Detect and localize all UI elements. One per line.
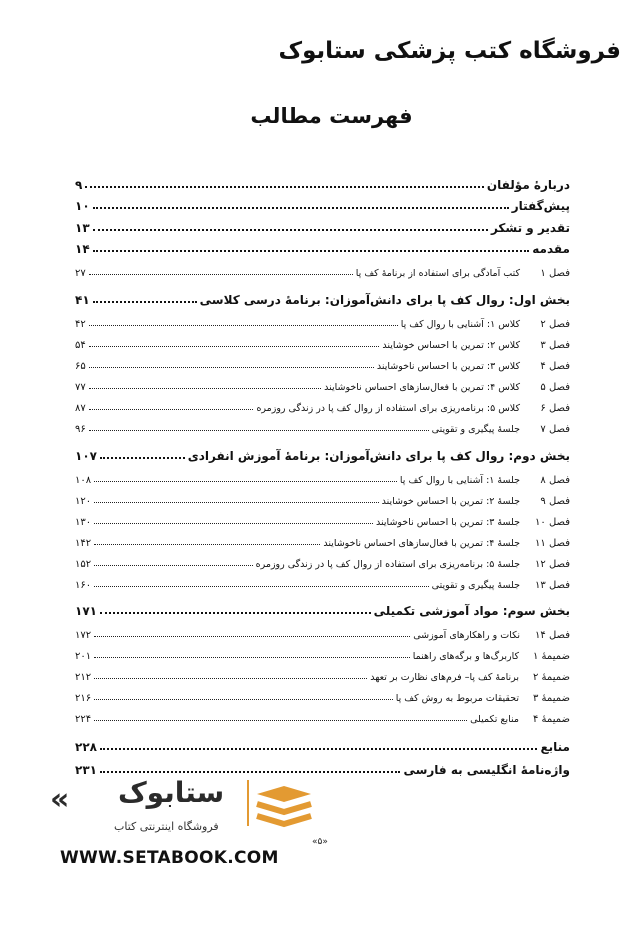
toc-chapter-number: ضمیمهٔ ۲ (533, 672, 570, 683)
toc-chapter-number: فصل ۱۱ (535, 538, 570, 549)
dot-leader (89, 274, 353, 275)
toc-entry-title: کلاس ۳: تمرین با احساس ناخوشایند (376, 361, 520, 372)
toc-entry-title: تقدیر و تشکر (490, 221, 570, 235)
toc-page-number: ۱۲۰ (75, 496, 92, 507)
toc-page-number: ۸۷ (75, 403, 86, 414)
toc-entry-title: منابع (540, 740, 570, 754)
logo-wordmark: ستابوک (118, 776, 225, 809)
toc-entry-title: مقدمه (532, 242, 570, 256)
toc-chapter-entry (75, 394, 570, 414)
toc-section-entry (75, 215, 570, 235)
dot-leader (89, 325, 398, 326)
toc-page-number: ۵۴ (75, 340, 86, 351)
toc-chapter-number: فصل ۲ (540, 319, 570, 330)
toc-chapter-number: فصل ۵ (540, 382, 570, 393)
toc-page-number: ۱۵۲ (75, 559, 92, 570)
toc-chapter-number: ضمیمهٔ ۴ (533, 714, 570, 725)
toc-section-entry (75, 193, 570, 213)
toc-chapter-number: فصل ۱۲ (535, 559, 570, 570)
dot-leader (89, 430, 429, 431)
toc-chapter-entry (75, 310, 570, 330)
toc-chapter-number: ضمیمهٔ ۳ (533, 693, 570, 704)
toc-section-entry (75, 598, 570, 618)
toc-section-entry (75, 443, 570, 463)
dot-leader (89, 388, 321, 389)
dot-leader (89, 346, 380, 347)
toc-page-number: ۲۰۱ (75, 651, 92, 662)
toc-chapter-entry (75, 508, 570, 528)
toc-chapter-entry (75, 373, 570, 393)
store-title: فروشگاه کتب پزشکی ستابوک (278, 38, 621, 64)
toc-page-number: ۱۷۱ (75, 604, 97, 618)
book-stack-icon (253, 784, 315, 830)
toc-entry-title: کلاس ۲: تمرین با احساس خوشایند (382, 340, 520, 351)
toc-entry-title: جلسهٔ ۵: برنامه‌ریزی برای استفاده از روال کف پا در زندگی روزمره (255, 559, 520, 570)
toc-entry-title: جلسهٔ ۲: تمرین با احساس خوشایند (381, 496, 520, 507)
toc-page-number: ۱۰ (75, 199, 90, 213)
toc-chapter-number: فصل ۱۴ (535, 630, 570, 641)
toc-entry-title: کلاس ۴: تمرین با فعال‌سازهای احساس ناخوشایند (324, 382, 520, 393)
toc-chapter-entry (75, 550, 570, 570)
toc-entry-title: بخش اول: روال کف پا برای دانش‌آموزان: برنامهٔ درسی کلاسی (199, 293, 570, 307)
dot-leader (94, 544, 320, 545)
toc-page-number: ۱۷۲ (75, 630, 92, 641)
toc-page-number: ۷۷ (75, 382, 86, 393)
toc-section-entry (75, 236, 570, 256)
toc-chapter-entry (75, 663, 570, 683)
dot-leader (100, 612, 371, 614)
dot-leader (93, 250, 530, 252)
toc-entry-title: واژه‌نامهٔ انگلیسی به فارسی (403, 763, 570, 777)
logo-divider (247, 780, 249, 826)
toc-page-number: ۲۲۴ (75, 714, 92, 725)
dot-leader (94, 699, 393, 700)
toc-chapter-entry (75, 684, 570, 704)
dot-leader (94, 720, 467, 721)
toc-chapter-number: ضمیمهٔ ۱ (533, 651, 570, 662)
toc-entry-title: جلسهٔ ۱: آشنایی با روال کف پا (399, 475, 520, 486)
dot-leader (94, 502, 378, 503)
toc-entry-title: کلاس ۵: برنامه‌ریزی برای استفاده از روال کف پا در زندگی روزمره (256, 403, 520, 414)
toc-section-entry (75, 734, 570, 754)
toc-page-number: ۲۱۶ (75, 693, 92, 704)
toc-page-number: ۲۱۲ (75, 672, 92, 683)
toc-entry-title: برنامهٔ کف پا– فرم‌های نظارت بر تعهد (370, 672, 519, 683)
toc-entry-title: نکات و راهکارهای آموزشی (413, 630, 520, 641)
toc-chapter-number: فصل ۴ (540, 361, 570, 372)
toc-entry-title: جلسهٔ پیگیری و تقویتی (431, 580, 520, 591)
toc-chapter-number: فصل ۳ (540, 340, 570, 351)
toc-entry-title: جلسهٔ ۳: تمرین با احساس ناخوشایند (376, 517, 520, 528)
dot-leader (94, 523, 373, 524)
toc-entry-title: کتب آمادگی برای استفاده از برنامهٔ کف پا (355, 268, 520, 279)
toc-page-number: ۶۵ (75, 361, 86, 372)
dot-leader (94, 481, 397, 482)
dot-leader (89, 367, 374, 368)
toc-chapter-entry (75, 705, 570, 725)
toc-section-entry (75, 172, 570, 192)
toc-chapter-entry (75, 487, 570, 507)
toc-chapter-entry (75, 642, 570, 662)
toc-entry-title: منابع تکمیلی (470, 714, 519, 725)
toc-chapter-number: فصل ۱ (540, 268, 570, 279)
toc-page-number: ۹۶ (75, 424, 86, 435)
toc-chapter-entry (75, 571, 570, 591)
toc-chapter-entry (75, 529, 570, 549)
toc-chapter-number: فصل ۹ (540, 496, 570, 507)
dot-leader (89, 409, 254, 410)
toc-entry-title: بخش سوم: مواد آموزشی تکمیلی (373, 604, 570, 618)
toc-page-number: ۱۰۸ (75, 475, 92, 486)
logo-arrows-icon: « (50, 782, 70, 817)
toc-entry-title: جلسهٔ پیگیری و تقویتی (431, 424, 520, 435)
toc-section-entry (75, 287, 570, 307)
dot-leader (93, 207, 509, 209)
toc-chapter-number: فصل ۱۰ (535, 517, 570, 528)
toc-chapter-number: فصل ۱۳ (535, 580, 570, 591)
dot-leader (100, 457, 185, 459)
toc-chapter-number: فصل ۶ (540, 403, 570, 414)
toc-heading-text: فهرست مطالب (250, 104, 413, 128)
toc-entry-title: دربارهٔ مؤلفان (486, 178, 570, 192)
toc-chapter-entry (75, 259, 570, 279)
toc-page-number: ۲۷ (75, 268, 86, 279)
toc-chapter-entry (75, 466, 570, 486)
toc-entry-title: بخش دوم: روال کف پا برای دانش‌آموزان: برنامهٔ آموزش انفرادی (187, 449, 570, 463)
dot-leader (94, 657, 410, 658)
toc-page-number: ۹ (75, 178, 83, 192)
toc-page-number: ۱۰۷ (75, 449, 97, 463)
toc-page-number: ۱۴۲ (75, 538, 92, 549)
page-number: «۵» (312, 837, 328, 847)
dot-leader (94, 586, 429, 587)
toc-entry-title: کاربرگ‌ها و برگه‌های راهنما (412, 651, 519, 662)
toc-chapter-number: فصل ۷ (540, 424, 570, 435)
setabook-logo (48, 776, 278, 842)
toc-page-number: ۲۳۱ (75, 763, 97, 777)
site-url: WWW.SETABOOK.COM (60, 848, 279, 868)
dot-leader (93, 229, 488, 231)
toc-chapter-entry (75, 352, 570, 372)
toc-page-number: ۴۲ (75, 319, 86, 330)
toc-page-number: ۴۱ (75, 293, 90, 307)
toc-page-number: ۱۳ (75, 221, 90, 235)
dot-leader (94, 565, 253, 566)
dot-leader (93, 301, 197, 303)
toc-heading (0, 104, 643, 128)
toc-page-number: ۱۴ (75, 242, 90, 256)
toc-page-number: ۱۶۰ (75, 580, 92, 591)
toc-entry-title: پیش‌گفتار (511, 199, 570, 213)
toc-chapter-entry (75, 415, 570, 435)
toc-entry-title: تحقیقات مربوط به روش کف پا (395, 693, 519, 704)
dot-leader (94, 636, 410, 637)
toc-page-number: ۱۳۰ (75, 517, 92, 528)
toc-entry-title: کلاس ۱: آشنایی با روال کف پا (400, 319, 520, 330)
dot-leader (85, 186, 484, 188)
logo-tagline: فروشگاه اینترنتی کتاب (114, 820, 219, 833)
toc-chapter-entry (75, 621, 570, 641)
toc-chapter-entry (75, 331, 570, 351)
toc-entry-title: جلسهٔ ۴: تمرین با فعال‌سازهای احساس ناخوشایند (323, 538, 520, 549)
toc-section-entry (75, 757, 570, 777)
toc-page-number: ۲۲۸ (75, 740, 97, 754)
dot-leader (94, 678, 367, 679)
dot-leader (100, 748, 537, 750)
toc-chapter-number: فصل ۸ (540, 475, 570, 486)
dot-leader (100, 771, 400, 773)
